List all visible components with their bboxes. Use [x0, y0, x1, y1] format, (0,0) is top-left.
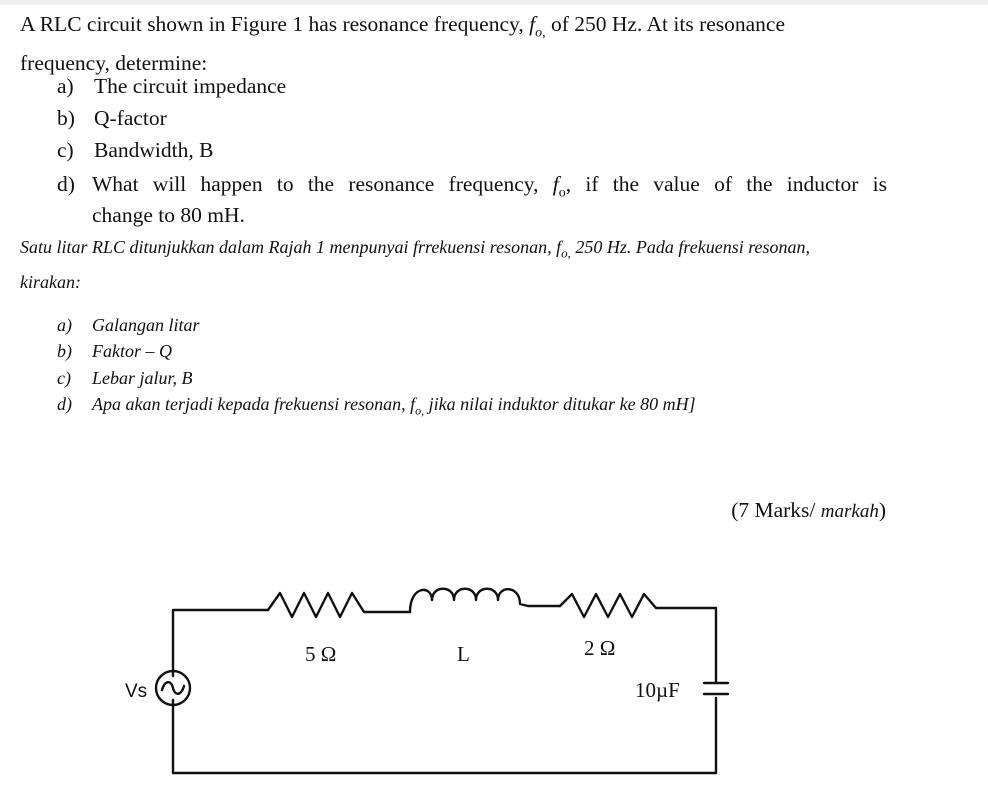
capacitor-label: 10µF	[635, 678, 680, 702]
resistor-5-ohm	[268, 593, 410, 617]
question-intro-line1: A RLC circuit shown in Figure 1 has resonance frequency, $f_{o,}$ of 250 Hz. At its resonance	[20, 12, 786, 41]
item-text: Bandwidth, B	[94, 138, 214, 162]
item-text: Q-factor	[94, 106, 167, 130]
item-text: Lebar jalur, B	[92, 368, 193, 388]
item-label: a)	[57, 315, 72, 335]
wire-left-bottom	[173, 698, 716, 773]
item-label: c)	[57, 138, 74, 162]
item-label: d)	[57, 172, 75, 196]
item-text: Apa akan terjadi kepada frekuensi resonan, $f_{o,}$ jika nilai induktor ditukar ke 80 mH]	[92, 394, 696, 418]
item-text: Galangan litar	[92, 315, 200, 335]
item-label: c)	[57, 368, 71, 388]
malay-intro-line2: kirakan:	[20, 271, 81, 292]
malay-intro-line1: Satu litar RLC ditunjukkan dalam Rajah 1 menpunyai frrekuensi resonan, $f_{o,}$ 250 Hz. Pada frekuensi resonan,	[20, 237, 811, 261]
inductor-coil	[410, 589, 560, 612]
item-text-line2: change to 80 mH.	[92, 203, 245, 227]
wire-left	[173, 610, 268, 676]
inductor-label: L	[457, 642, 470, 666]
item-label: b)	[57, 341, 72, 361]
item-label: a)	[57, 74, 74, 98]
r1-label: 5 Ω	[305, 642, 337, 666]
item-label: d)	[57, 394, 72, 414]
item-label: b)	[57, 106, 75, 130]
source-label: Vs	[125, 681, 148, 702]
item-text-line1: What will happen to the resonance frequency, $f_o$, if the value of the inductor is	[92, 172, 887, 201]
r2-label: 2 Ω	[584, 636, 616, 660]
item-text: The circuit impedance	[94, 74, 287, 98]
ac-source-wave	[162, 682, 184, 694]
marks-label: (7 Marks/ markah)	[731, 498, 886, 522]
item-text: Faktor – Q	[92, 341, 172, 361]
question-intro-line2: frequency, determine:	[20, 51, 208, 76]
